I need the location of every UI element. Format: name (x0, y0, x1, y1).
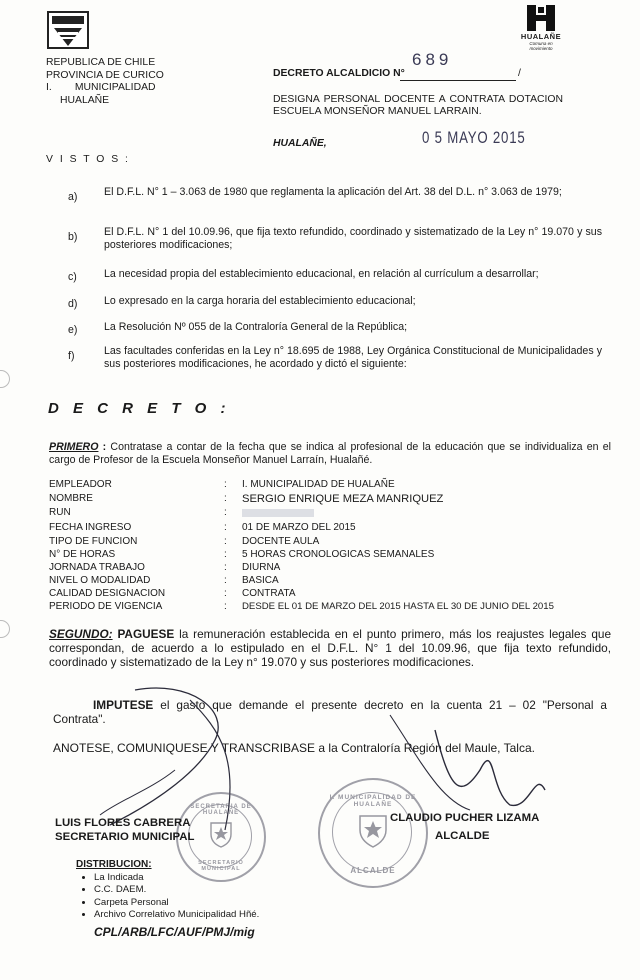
hualane-logo (520, 4, 562, 50)
issuer-line-4: HUALAÑE (60, 94, 110, 106)
field-row: FECHA INGRESO : 01 DE MARZO DEL 2015 (49, 522, 356, 533)
imputese-text: el gasto que demande el presente decreto en la cuenta 21 – 02 "Personal a Contrata". (53, 698, 607, 727)
segundo-text: la remuneración establecida en el punto primero, más los reajustes legales que correspondan, de acuerdo a lo estipulado en el D.F.L. N° 1 del 10.09.96, que fija texto refundido, coordinado y sistematizado de la Ley n° 19.070 y sus posteriores modificaciones. (49, 627, 612, 670)
logo-subtext: Comuna en movimiento (529, 41, 553, 51)
issuer-line-3: I. MUNICIPALIDAD (46, 82, 156, 94)
secretary-stamp-top: SECRETARIA DE HUALAÑE (190, 804, 252, 816)
field-value: I. MUNICIPALIDAD DE HUALAÑE (242, 479, 395, 490)
distribucion-title: DISTRIBUCION: (76, 859, 152, 870)
primero-colon: : (98, 441, 111, 453)
punch-mark (0, 370, 10, 388)
decree-label: DECRETO ALCALDICIO N° (273, 68, 405, 79)
secretary-name: LUIS FLORES CABRERA (55, 817, 191, 829)
segundo-lead: PAGUESE (112, 627, 175, 641)
field-label: EMPLEADOR (49, 479, 112, 490)
place-label: HUALAÑE, (273, 138, 327, 149)
vistos-letter-b: b) (68, 231, 78, 243)
mayor-title: ALCALDE (435, 830, 490, 842)
primero-text: Contratase a contar de la fecha que se indica al profesional de la educación que se individualiza en el cargo de Profesor de la Escuela Monseñor Manuel Larraín, Hualañé. (49, 441, 611, 466)
field-value: DESDE EL 01 DE MARZO DEL 2015 HASTA EL 30 DE JUNIO DEL 2015 (242, 601, 554, 612)
field-value: BASICA (242, 575, 279, 586)
vistos-text-c: La necesidad propia del establecimiento educacional, en relación al currículum a desarrollar; (104, 268, 539, 280)
field-row: NOMBRE : SERGIO ENRIQUE MEZA MANRIQUEZ (49, 493, 444, 505)
vistos-letter-d: d) (68, 298, 78, 310)
field-value: DOCENTE AULA (242, 536, 320, 547)
primero-paragraph (49, 441, 611, 467)
logo-text: HUALAÑE (520, 32, 562, 41)
vistos-title: V I S T O S : (46, 154, 130, 165)
mayor-stamp (318, 778, 428, 888)
segundo-label: SEGUNDO: (49, 627, 113, 641)
distribucion-list (76, 872, 259, 921)
distribucion-item: • C.C. DAEM. (94, 884, 259, 896)
mayor-stamp-top: I. MUNICIPALIDAD DE HUALAÑE (329, 794, 417, 808)
field-label: FECHA INGRESO (49, 522, 132, 533)
decree-slash: / (518, 68, 521, 79)
vistos-text-d: Lo expresado en la carga horaria del establecimiento educacional; (104, 295, 416, 307)
vistos-letter-f: f) (68, 350, 75, 362)
vistos-text-b: El D.F.L. N° 1 del 10.09.96, que fija texto refundido, coordinado y sistematizado de la Ley n° 19.070 y sus posteriores modificaciones; (104, 226, 602, 251)
vistos-letter-e: e) (68, 324, 78, 336)
issuer-line-1: REPUBLICA DE CHILE (46, 57, 156, 68)
field-row: NIVEL O MODALIDAD : BASICA (49, 575, 279, 586)
secretary-title: SECRETARIO MUNICIPAL (55, 831, 195, 843)
field-value: SERGIO ENRIQUE MEZA MANRIQUEZ (242, 493, 444, 505)
date-stamp: 0 5 MAYO 2015 (422, 128, 526, 147)
field-row: JORNADA TRABAJO : DIURNA (49, 562, 281, 573)
anotese-line: ANOTESE, COMUNIQUESE Y TRANSCRIBASE a la Contraloría Región del Maule, Talca. (53, 741, 535, 755)
vistos-letter-a: a) (68, 191, 78, 203)
field-label: N° DE HORAS (49, 549, 116, 560)
decree-number-underline (400, 80, 516, 81)
decree-number: 689 (412, 50, 453, 69)
decreto-title: D E C R E T O : (48, 400, 231, 417)
field-row: N° DE HORAS : 5 HORAS CRONOLOGICAS SEMANALES (49, 549, 435, 560)
field-label: TIPO DE FUNCION (49, 536, 138, 547)
field-row: RUN : (49, 507, 629, 519)
hualane-logo-icon (526, 4, 556, 32)
reference-initials: CPL/ARB/LFC/AUF/PMJ/mig (94, 925, 255, 939)
vistos-text-e: La Resolución Nº 055 de la Contraloría General de la República; (104, 321, 408, 333)
field-label: JORNADA TRABAJO (49, 562, 145, 573)
field-label: RUN (49, 507, 71, 518)
vistos-text-a: El D.F.L. N° 1 – 3.063 de 1980 que reglamenta la aplicación del Art. 38 del D.L. n° 3.063 de 1979; (104, 186, 562, 198)
secretary-stamp-bottom: SECRETARIO MUNICIPAL (198, 860, 244, 872)
decree-subject: DESIGNA PERSONAL DOCENTE A CONTRATA DOTACION ESCUELA MONSEÑOR MANUEL LARRAIN. (273, 94, 563, 118)
field-value: CONTRATA (242, 588, 296, 599)
mayor-name: CLAUDIO PUCHER LIZAMA (390, 812, 540, 824)
punch-mark (0, 620, 10, 638)
coat-of-arms-icon (356, 812, 390, 848)
distribucion-item: • Archivo Correlativo Municipalidad Hñé. (94, 909, 259, 921)
field-row: PERIODO DE VIGENCIA : DESDE EL 01 DE MARZO DEL 2015 HASTA EL 30 DE JUNIO DEL 2015 (49, 601, 554, 612)
field-value: DIURNA (242, 562, 281, 573)
distribucion-item: • Carpeta Personal (94, 897, 259, 909)
field-row: CALIDAD DESIGNACION : CONTRATA (49, 588, 296, 599)
field-label: NIVEL O MODALIDAD (49, 575, 151, 586)
issuer-block (46, 57, 164, 107)
field-value: 01 DE MARZO DEL 2015 (242, 522, 356, 533)
field-label: CALIDAD DESIGNACION (49, 588, 166, 599)
imputese-lead: IMPUTESE (93, 698, 154, 712)
distribucion-item: • La Indicada (94, 872, 259, 884)
coat-of-arms-icon (208, 820, 234, 848)
field-label: PERIODO DE VIGENCIA (49, 601, 163, 612)
run-redaction (242, 509, 314, 517)
mayor-stamp-bottom: ALCALDE (350, 866, 396, 875)
issuer-line-2: PROVINCIA DE CURICO (46, 69, 164, 81)
vistos-letter-c: c) (68, 271, 77, 283)
municipal-emblem (46, 10, 90, 50)
primero-label: PRIMERO (49, 441, 99, 453)
vistos-text-f: Las facultades conferidas en la Ley n° 18.695 de 1988, Ley Orgánica Constitucional de Municipalidades y sus posteriores modificaciones, he acordado y dictó el siguiente: (104, 345, 602, 370)
field-label: NOMBRE (49, 493, 93, 504)
field-value: 5 HORAS CRONOLOGICAS SEMANALES (242, 549, 435, 560)
field-row: EMPLEADOR : I. MUNICIPALIDAD DE HUALAÑE (49, 479, 395, 490)
field-row: TIPO DE FUNCION : DOCENTE AULA (49, 536, 320, 547)
